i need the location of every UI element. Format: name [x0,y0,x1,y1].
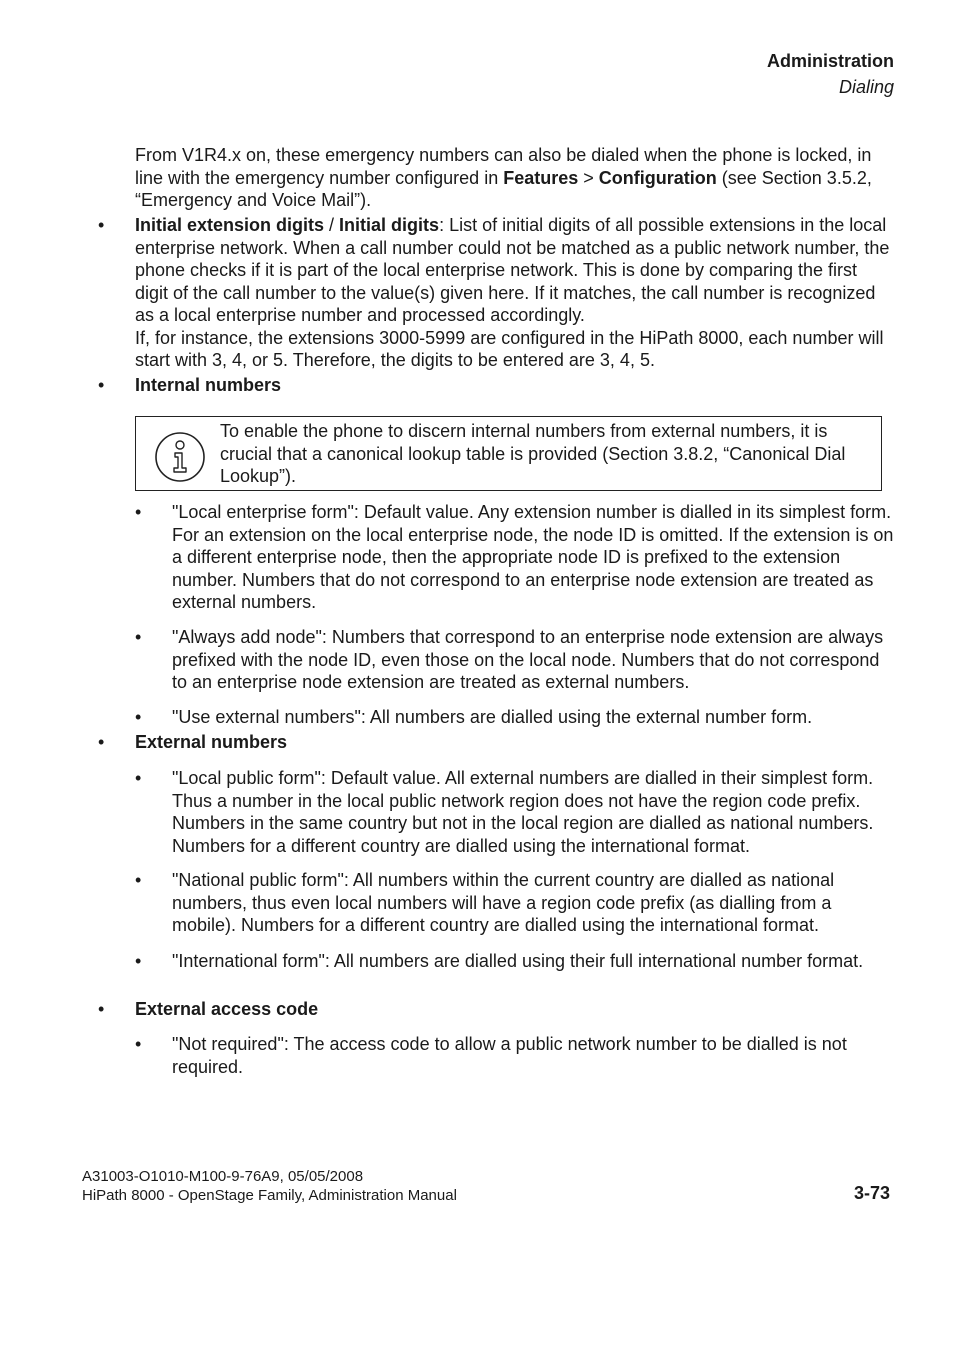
initial-digits-text: : List of initial digits of all possible extensions in the local enterprise network. When a call number could not be matched as a public network number, the phone checks if it is part of the local enterprise network. This is done by comparing the first digit of the call number to the value(s) given here. If it matches, the call number is recognized as a local enterprise number and processed accordingly. [135,215,890,325]
bullet-icon: • [135,1034,142,1054]
intro-paragraph [135,144,895,212]
configuration-label: Configuration [598,167,717,188]
initial-digits-paragraph [135,214,895,372]
bullet-icon: • [135,870,142,890]
intro-text: From V1R4.x on, these emergency numbers can also be dialed when the phone is locked, in line with the emergency number configured in [135,145,872,188]
footer-doc-id: A31003-O1010-M100-9-76A9, 05/05/2008 [82,1168,364,1185]
note-text: To enable the phone to discern internal numbers from external numbers, it is crucial that a canonical lookup table is provided (Section 3.8.2, “Canonical Dial Lookup”). [220,421,846,486]
label-separator: / [324,215,340,235]
header-title: Administration [766,51,894,71]
list-item: "Local public form": Default value. All external numbers are dialled in their simplest form. Thus a number in the local public network region does not have the region code prefix. Numbers in the same country but not in the local region are dialled as national numbers. Numbers for a different country are dialled using the international format. [172,768,874,856]
intro-separator: > [578,167,599,188]
info-note-icon [154,431,206,483]
bullet-icon: • [98,732,105,752]
initial-extension-digits-label: Initial extension digits [135,215,325,235]
list-item: "Local enterprise form": Default value. Any extension number is dialled in its simplest form. For an extension on the local enterprise node, the node ID is omitted. If the extension is on a different enterprise node, then the appropriate node ID is prefixed to the extension number. Numbers that do not correspond to an enterprise node extension are treated as external numbers. [172,502,894,612]
bullet-icon: • [135,707,142,727]
list-item: "Use external numbers": All numbers are dialled using the external number form. [172,707,813,727]
note-box [135,416,882,491]
intro-reference: (see Section 3.5.2, “Emergency and Voice Mail”). [135,167,872,210]
page-number: 3-73 [853,1183,890,1203]
list-item: "Not required": The access code to allow a public network number to be dialled is not required. [172,1034,847,1077]
initial-digits-example: If, for instance, the extensions 3000-5999 are configured in the HiPath 8000, each number will start with 3, 4, or 5. Therefore, the digits to be entered are 3, 4, 5. [135,327,884,370]
list-item: "International form": All numbers are dialled using their full international number format. [172,951,864,971]
external-access-code-heading: External access code [135,999,319,1019]
footer-manual-title: HiPath 8000 - OpenStage Family, Administration Manual [82,1187,457,1204]
bullet-icon: • [98,215,105,235]
header-subtitle: Dialing [838,77,894,97]
list-item: "Always add node": Numbers that correspond to an enterprise node extension are always prefixed with the node ID, even those on the local node. Numbers that do not correspond to an enterprise node extension are treated as external numbers. [172,627,884,692]
bullet-icon: • [135,951,142,971]
bullet-icon: • [135,768,142,788]
bullet-icon: • [135,502,142,522]
bullet-icon: • [98,999,105,1019]
initial-digits-label: Initial digits [339,215,440,235]
bullet-icon: • [98,375,105,395]
features-label: Features [503,167,579,188]
bullet-icon: • [135,627,142,647]
external-numbers-heading: External numbers [135,732,288,752]
list-item: "National public form": All numbers within the current country are dialled as national numbers, thus even local numbers will have a region code prefix (as dialling from a mobile). Numbers for a different country are dialled using the international format. [172,870,835,935]
internal-numbers-heading: Internal numbers [135,375,282,395]
